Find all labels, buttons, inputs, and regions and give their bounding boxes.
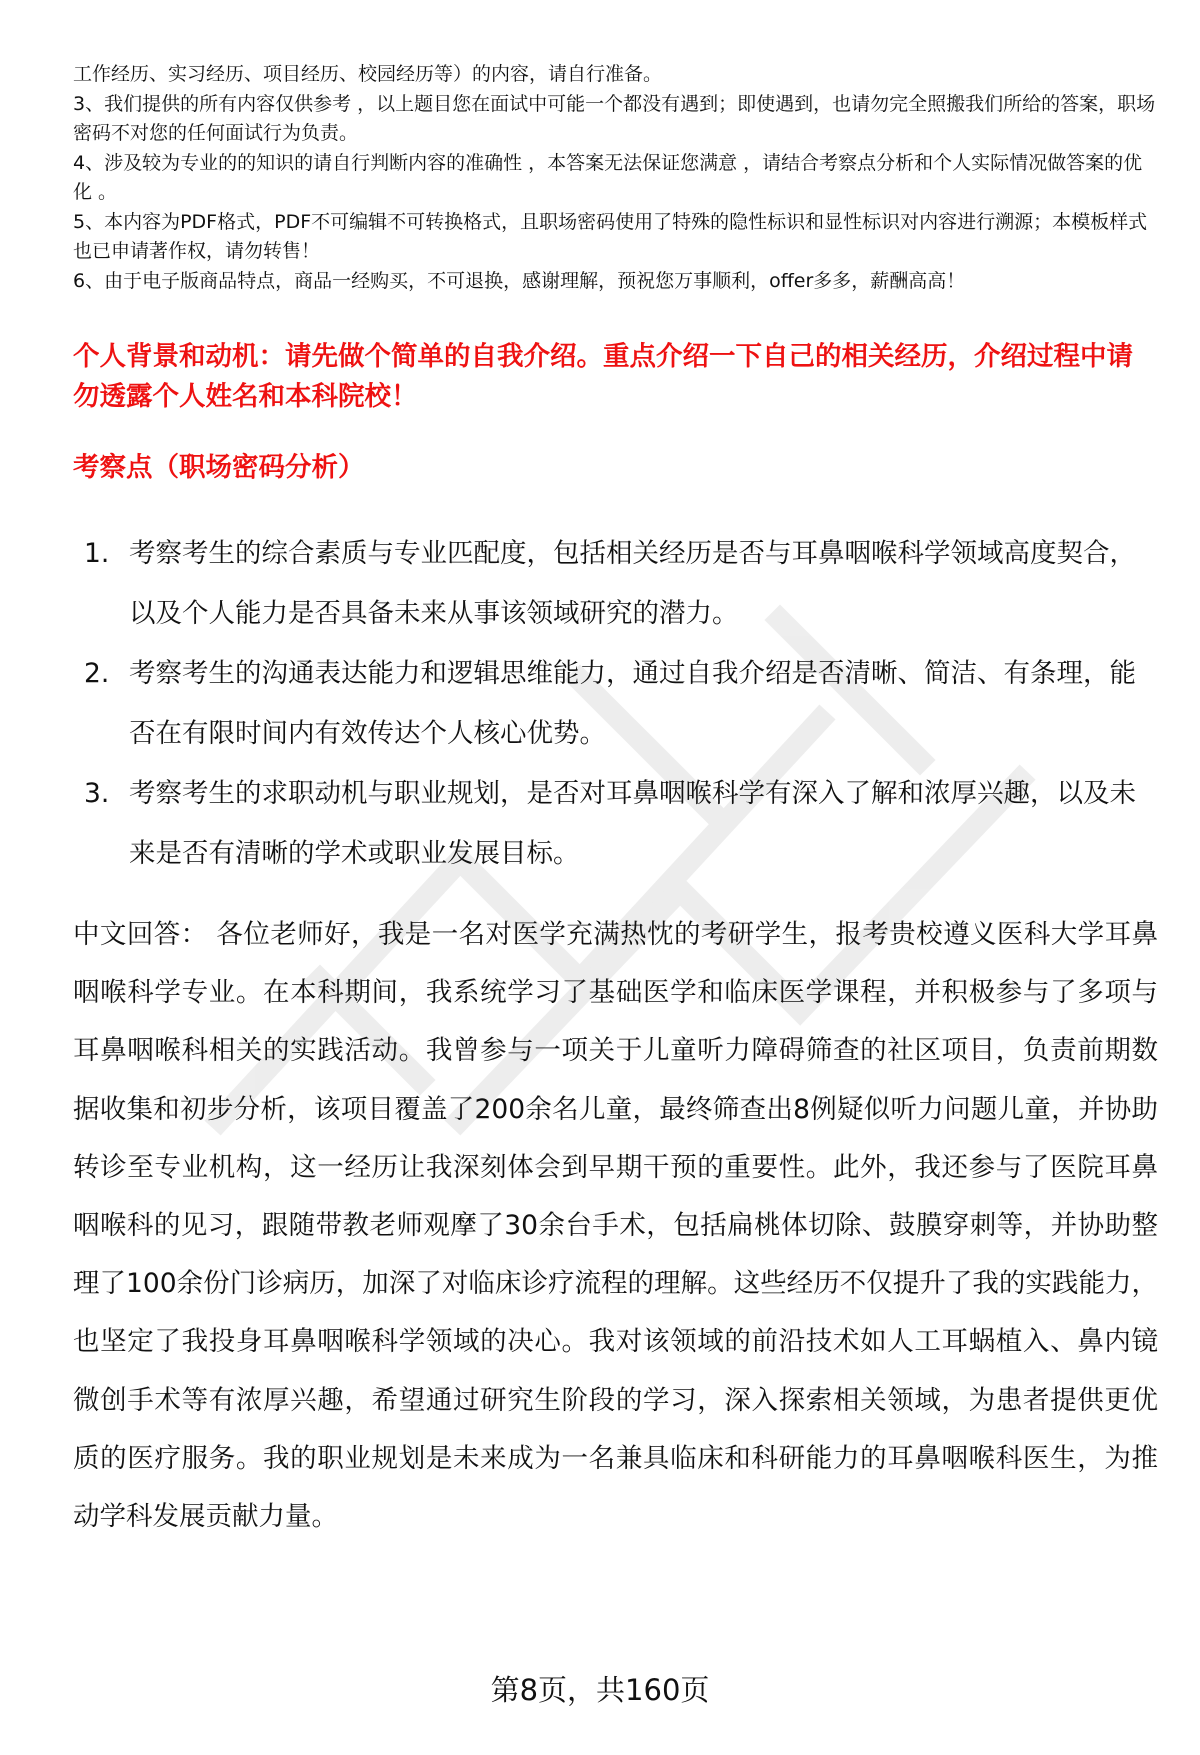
note-line: 5、本内容为PDF格式，PDF不可编辑不可转换格式，且职场密码使用了特殊的隐性标识和显性标识对内容进行溯源；本模板样式也已申请著作权，请勿转售！ — [73, 210, 1148, 262]
chinese-answer: 中文回答： 各位老师好，我是一名对医学充满热忱的考研学生，报考贵校遵义医科大学耳鼻咽喉科学专业。在本科期间，我系统学习了基础医学和临床医学课程，并积极参与了多项与耳鼻咽喉科相关的实践活动。我曾参与一项关于儿童听力障碍筛查的社区项目，负责前期数据收集和初步分析，该项目覆盖了200余名儿童，最终筛查出8例疑似听力问题儿童，并协助转诊至专业机构，这一经历让我深刻体会到早期干预的重要性。此外，我还参与了医院耳鼻咽喉科的见习，跟随带教老师观摩了30余台手术，包括扁桃体切除、鼓膜穿刺等，并协助整理了100余份门诊病历，加深了对临床诊疗流程的理解。这些经历不仅提升了我的实践能力，也坚定了我投身耳鼻咽喉科学领域的决心。我对该领域的前沿技术如人工耳蜗植入、鼻内镜微创手术等有浓厚兴趣，希望通过研究生阶段的学习，深入探索相关领域，为患者提供更优质的医疗服务。我的职业规划是未来成为一名兼具临床和科研能力的耳鼻咽喉科医生，为推动学科发展贡献力量。 — [73, 919, 1158, 1533]
point-text: 考察考生的求职动机与职业规划，是否对耳鼻咽喉科学有深入了解和浓厚兴趣，以及未来是否有清晰的学术或职业发展目标。 — [129, 778, 1136, 869]
point-number: 2. — [84, 658, 110, 689]
point-text: 考察考生的沟通表达能力和逻辑思维能力，通过自我介绍是否清晰、简洁、有条理，能否在有限时间内有效传达个人核心优势。 — [129, 658, 1136, 749]
page-number-footer: 第8页，共160页 — [490, 1673, 710, 1707]
note-line: 工作经历、实习经历、项目经历、校园经历等）的内容，请自行准备。 — [73, 63, 663, 85]
disclaimer-notes — [73, 60, 1158, 296]
point-number: 1. — [84, 538, 110, 569]
assessment-point — [84, 524, 1156, 644]
note-line: 3、我们提供的所有内容仅供参考 ，以上题目您在面试中可能一个都没有遇到；即使遇到，也请勿完全照搬我们所给的答案，职场密码不对您的任何面试行为负责。 — [73, 92, 1156, 144]
point-number: 3. — [84, 778, 110, 809]
assessment-point — [84, 644, 1156, 764]
assessment-point — [84, 764, 1156, 884]
assessment-points-title: 考察点（职场密码分析） — [73, 452, 365, 483]
assessment-points-list — [84, 524, 1156, 884]
point-text: 考察考生的综合素质与专业匹配度，包括相关经历是否与耳鼻咽喉科学领域高度契合，以及个人能力是否具备未来从事该领域研究的潜力。 — [129, 538, 1136, 629]
note-line: 6、由于电子版商品特点，商品一经购买，不可退换，感谢理解，预祝您万事顺利，offer多多，薪酬高高！ — [73, 269, 966, 292]
interview-question: 个人背景和动机：请先做个简单的自我介绍。重点介绍一下自己的相关经历，介绍过程中请勿透露个人姓名和本科院校！ — [73, 341, 1133, 412]
note-line: 4、涉及较为专业的的知识的请自行判断内容的准确性 ，本答案无法保证您满意 ，请结合考察点分析和个人实际情况做答案的优化 。 — [73, 151, 1143, 203]
